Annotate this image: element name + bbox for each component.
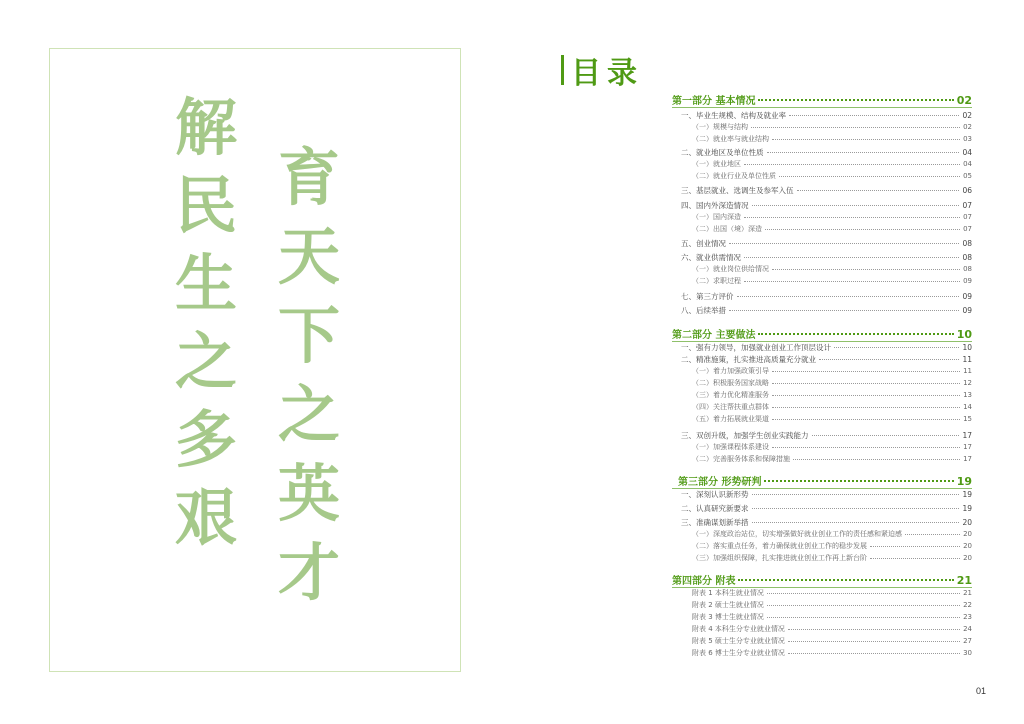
toc-entry-label: （一）着力加强政策引导 — [692, 367, 769, 375]
leader-dots — [772, 139, 960, 140]
toc-entry[interactable] — [681, 430, 972, 441]
toc-entry[interactable] — [692, 624, 972, 634]
toc-entry-page: 12 — [963, 379, 972, 387]
toc-entry[interactable] — [692, 600, 972, 610]
toc-entry[interactable] — [681, 517, 972, 528]
calligraphy-char: 下 — [278, 299, 341, 372]
leader-dots — [744, 257, 959, 258]
toc-entry-label: 五、创业情况 — [681, 239, 726, 248]
calligraphy-char: 民 — [175, 169, 238, 242]
toc-entry[interactable] — [681, 342, 972, 353]
calligraphy-char: 之 — [278, 378, 341, 451]
toc-entry-page: 07 — [963, 225, 972, 233]
toc-entry-label: 二、精准施策，扎实推进高质量充分就业 — [681, 355, 816, 364]
toc-entry[interactable] — [692, 212, 972, 222]
toc-entry-page: 17 — [963, 443, 972, 451]
toc-entry-page: 02 — [956, 94, 972, 107]
toc-entry-label: 第二部分 主要做法 — [672, 330, 756, 341]
leader-dots — [772, 407, 960, 408]
leader-dots — [765, 229, 960, 230]
calligraphy-char: 艰 — [175, 481, 238, 554]
toc-part-heading[interactable] — [678, 473, 972, 488]
toc-entry-page: 09 — [962, 306, 972, 315]
toc-entry[interactable] — [692, 553, 972, 563]
calligraphy-char: 多 — [175, 403, 238, 476]
toc-entry-label: 七、第三方评价 — [681, 292, 734, 301]
toc-entry-label: 附表 5 硕士生分专业就业情况 — [692, 637, 785, 645]
toc-entry-page: 06 — [962, 186, 972, 195]
leader-dots — [870, 558, 960, 559]
calligraphy-char: 解 — [175, 91, 238, 164]
leader-dots — [793, 459, 960, 460]
calligraphy-char: 育 — [278, 141, 341, 214]
toc-entry[interactable] — [692, 122, 972, 132]
toc-entry[interactable] — [692, 636, 972, 646]
toc-header — [561, 48, 643, 92]
toc-entry-label: （一）规模与结构 — [692, 123, 748, 131]
toc-entry-label: （四）关注帮扶重点群体 — [692, 403, 769, 411]
page-number: 01 — [976, 686, 987, 696]
leader-dots — [797, 190, 960, 191]
toc-entry[interactable] — [692, 366, 972, 376]
toc-entry-page: 30 — [963, 649, 972, 657]
toc-title: 目录 — [571, 56, 643, 91]
toc-entry-label: （一）深度政治站位，切实增强做好就业创业工作的责任感和紧迫感 — [692, 530, 902, 538]
toc-entry-label: （一）就业岗位供给情况 — [692, 265, 769, 273]
toc-entry-page: 02 — [963, 123, 972, 131]
toc-part-heading[interactable] — [672, 92, 972, 107]
leader-dots — [767, 593, 960, 594]
toc-entry-label: （一）加强课程体系建设 — [692, 443, 769, 451]
toc-entry-page: 04 — [963, 160, 972, 168]
toc-entry[interactable] — [681, 147, 972, 158]
toc-entry-page: 03 — [963, 135, 972, 143]
toc-entry-page: 11 — [963, 367, 972, 375]
toc-entry-label: （三）着力优化精准服务 — [692, 391, 769, 399]
toc-entry-label: （二）就业率与就业结构 — [692, 135, 769, 143]
toc-entry-page: 11 — [962, 355, 972, 364]
part-divider — [672, 488, 972, 489]
toc-entry-label: 第三部分 形势研判 — [678, 477, 762, 488]
leader-dots — [767, 152, 960, 153]
toc-entry-page: 17 — [962, 431, 972, 440]
toc-entry[interactable] — [692, 264, 972, 274]
toc-entry-page: 08 — [962, 239, 972, 248]
toc-entry-page: 13 — [963, 391, 972, 399]
title-accent-bar — [561, 55, 564, 85]
toc-entry[interactable] — [692, 224, 972, 234]
toc-entry-page: 23 — [963, 613, 972, 621]
toc-entry-label: 一、毕业生规模、结构及就业率 — [681, 111, 786, 120]
toc-entry[interactable] — [692, 612, 972, 622]
toc-entry-page: 09 — [962, 292, 972, 301]
toc-entry[interactable] — [692, 648, 972, 658]
toc-entry[interactable] — [681, 503, 972, 514]
toc-entry-label: 八、后续举措 — [681, 306, 726, 315]
toc-entry-page: 05 — [963, 172, 972, 180]
toc-entry[interactable] — [692, 378, 972, 388]
leader-dots — [788, 629, 960, 630]
toc-entry[interactable] — [692, 159, 972, 169]
toc-part-heading[interactable] — [672, 572, 972, 587]
toc-entry-page: 15 — [963, 415, 972, 423]
left-page-frame — [49, 48, 461, 672]
toc-entry-page: 21 — [956, 574, 972, 587]
toc-entry-label: （一）就业地区 — [692, 160, 741, 168]
toc-entry[interactable] — [692, 134, 972, 144]
part-divider — [672, 587, 972, 588]
toc-entry-page: 22 — [963, 601, 972, 609]
leader-dots — [772, 269, 960, 270]
toc-entry-label: 附表 4 本科生分专业就业情况 — [692, 625, 785, 633]
calligraphy-char: 生 — [175, 247, 238, 320]
leader-dots — [737, 296, 960, 297]
toc-entry-label: 四、国内外深造情况 — [681, 201, 749, 210]
toc-entry[interactable] — [692, 529, 972, 539]
toc-entry-page: 20 — [963, 554, 972, 562]
leader-dots — [744, 217, 960, 218]
toc-entry-label: 三、双创升级，加强学生创业实践能力 — [681, 431, 809, 440]
toc-entry-label: 一、强有力领导，加强就业创业工作顶层设计 — [681, 343, 831, 352]
toc-entry-label: 三、准确谋划新举措 — [681, 518, 749, 527]
toc-entry[interactable] — [692, 541, 972, 551]
toc-entry[interactable] — [681, 200, 972, 211]
leader-dots — [752, 494, 960, 495]
toc-entry-label: 附表 2 硕士生就业情况 — [692, 601, 764, 609]
leader-dots — [729, 310, 959, 311]
toc-entry-page: 09 — [963, 277, 972, 285]
leader-dots — [751, 127, 960, 128]
toc-entry[interactable] — [692, 390, 972, 400]
toc-entry-page: 19 — [962, 490, 972, 499]
calligraphy-char: 英 — [278, 457, 341, 530]
toc-entry-page: 19 — [956, 475, 972, 488]
leader-dots — [789, 115, 959, 116]
toc-entry[interactable] — [692, 276, 972, 286]
leader-dots — [767, 605, 960, 606]
leader-dots — [834, 347, 959, 348]
toc-entry-label: （二）出国（境）深造 — [692, 225, 762, 233]
toc-entry[interactable] — [692, 171, 972, 181]
toc-entry-page: 04 — [962, 148, 972, 157]
leader-dots — [764, 480, 953, 482]
toc-entry-label: （三）加强组织保障，扎实推进就业创业工作再上新台阶 — [692, 554, 867, 562]
part-divider — [672, 341, 972, 342]
leader-dots — [744, 281, 960, 282]
toc-entry[interactable] — [681, 305, 972, 316]
calligraphy-char: 天 — [278, 220, 341, 293]
leader-dots — [819, 359, 959, 360]
leader-dots — [758, 99, 953, 101]
toc-entry[interactable] — [692, 588, 972, 598]
toc-entry[interactable] — [681, 238, 972, 249]
toc-entry-label: 附表 3 博士生就业情况 — [692, 613, 764, 621]
toc-entry-label: （二）积极服务国家战略 — [692, 379, 769, 387]
toc-entry-label: （五）着力拓展就业渠道 — [692, 415, 769, 423]
toc-entry-label: 一、深刻认识新形势 — [681, 490, 749, 499]
toc-entry[interactable] — [681, 489, 972, 500]
leader-dots — [772, 395, 960, 396]
leader-dots — [758, 333, 953, 335]
toc-entry-page: 07 — [962, 201, 972, 210]
toc-entry[interactable] — [681, 110, 972, 121]
calligraphy-right-column — [278, 141, 341, 621]
toc-entry-label: 六、就业供需情况 — [681, 253, 741, 262]
toc-entry-page: 20 — [962, 518, 972, 527]
toc-part-heading[interactable] — [672, 326, 972, 341]
toc-entry-page: 07 — [963, 213, 972, 221]
toc-entry-page: 10 — [962, 343, 972, 352]
toc-entry-label: 第四部分 附表 — [672, 576, 736, 587]
toc-entry-label: （二）求职过程 — [692, 277, 741, 285]
leader-dots — [788, 653, 960, 654]
toc-entry[interactable] — [692, 442, 972, 452]
toc-entry-page: 20 — [963, 530, 972, 538]
toc-entry-page: 19 — [962, 504, 972, 513]
toc-entry[interactable] — [681, 291, 972, 302]
leader-dots — [788, 641, 960, 642]
toc-entry-page: 27 — [963, 637, 972, 645]
toc-entry-page: 20 — [963, 542, 972, 550]
toc-entry[interactable] — [692, 402, 972, 412]
toc-entry[interactable] — [692, 414, 972, 424]
toc-entry[interactable] — [681, 185, 972, 196]
calligraphy-char: 之 — [175, 325, 238, 398]
leader-dots — [812, 435, 960, 436]
leader-dots — [779, 176, 960, 177]
leader-dots — [772, 419, 960, 420]
calligraphy-left-column — [175, 91, 238, 565]
leader-dots — [729, 243, 959, 244]
toc-entry-label: 二、就业地区及单位性质 — [681, 148, 764, 157]
leader-dots — [772, 447, 960, 448]
toc-entry-label: 附表 6 博士生分专业就业情况 — [692, 649, 785, 657]
toc-entry-page: 14 — [963, 403, 972, 411]
leader-dots — [744, 164, 960, 165]
leader-dots — [738, 579, 953, 581]
leader-dots — [772, 371, 960, 372]
toc-entry-page: 10 — [956, 328, 972, 341]
leader-dots — [752, 508, 960, 509]
toc-entry-page: 24 — [963, 625, 972, 633]
calligraphy-char: 才 — [278, 536, 341, 609]
toc-entry-label: （二）完善服务体系和保障措施 — [692, 455, 790, 463]
toc-entry-label: 第一部分 基本情况 — [672, 96, 756, 107]
toc-entry[interactable] — [692, 454, 972, 464]
toc-entry-label: （二）就业行业及单位性质 — [692, 172, 776, 180]
toc-entry-page: 08 — [962, 253, 972, 262]
leader-dots — [752, 522, 960, 523]
toc-entry-page: 21 — [963, 589, 972, 597]
toc-entry-page: 08 — [963, 265, 972, 273]
toc-entry-page: 02 — [962, 111, 972, 120]
toc-entry-label: （二）落实重点任务，着力确保就业创业工作的稳步发展 — [692, 542, 867, 550]
leader-dots — [772, 383, 960, 384]
leader-dots — [905, 534, 960, 535]
leader-dots — [752, 205, 960, 206]
leader-dots — [767, 617, 960, 618]
toc-entry[interactable] — [681, 252, 972, 263]
leader-dots — [870, 546, 960, 547]
toc-entry-label: 二、认真研究新要求 — [681, 504, 749, 513]
toc-entry-page: 17 — [963, 455, 972, 463]
toc-entry-label: （一）国内深造 — [692, 213, 741, 221]
toc-entry[interactable] — [681, 354, 972, 365]
toc-entry-label: 附表 1 本科生就业情况 — [692, 589, 764, 597]
toc-entry-label: 三、基层就业、选调生及参军入伍 — [681, 186, 794, 195]
part-divider — [672, 107, 972, 108]
